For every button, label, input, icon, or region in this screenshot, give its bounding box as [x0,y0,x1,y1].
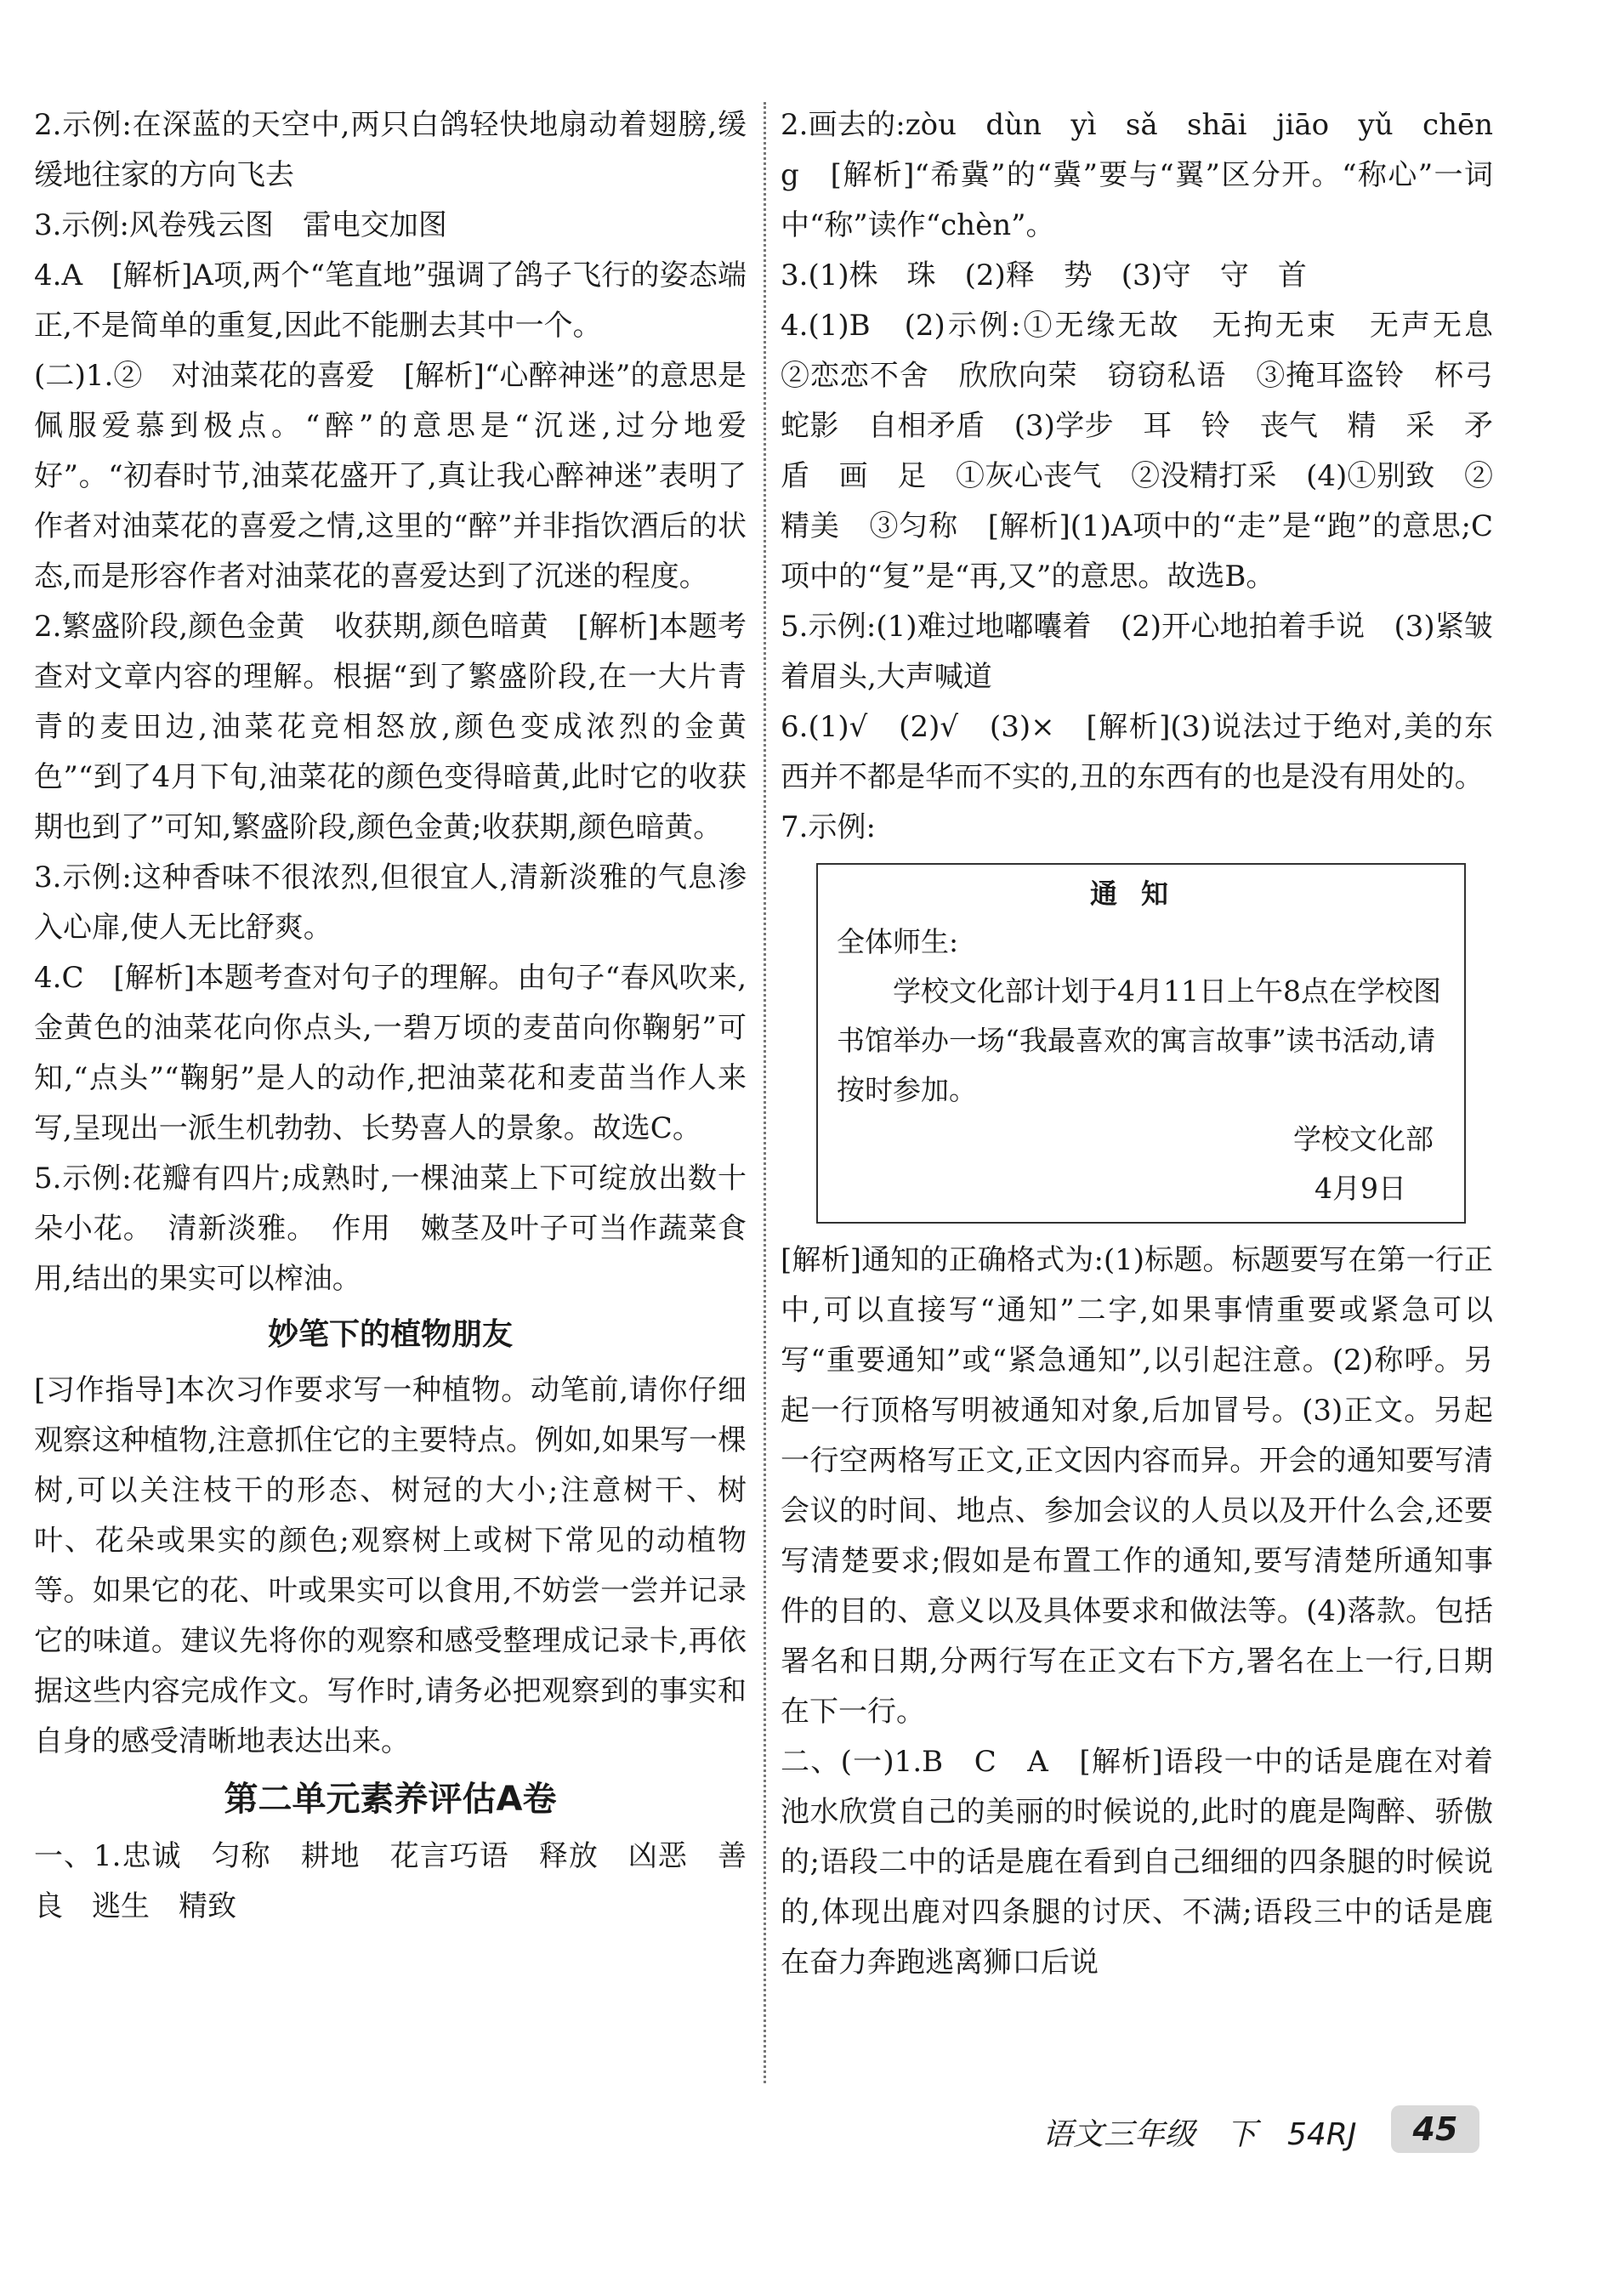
answer-2-pinyin: 2.画去的:zòu dùn yì sǎ shāi jiāo yǔ chēng [解析]“希冀”的“冀”要与“翼”区分开。“称心”一词中“称”读作“chèn”。 [781,108,1493,242]
page-footer [1042,2105,1519,2156]
notice-body: 学校文化部计划于4月11日上午8点在学校图书馆举办一场“我最喜欢的寓言故事”读书活动,请按时参加。 [837,974,1441,1106]
answer-3-homophones: 3.(1)株 珠 (2)释 势 (3)守 守 首 [781,258,1307,293]
answer-4-option-a: 4.A [解析]A项,两个“笔直地”强调了鸽子飞行的姿态端正,不是简单的重复,因此不能删去其中一个。 [34,258,747,343]
unit-assessment-title: 第二单元素养评估A卷 [224,1780,557,1819]
column-divider [764,102,766,2083]
unit-question-1: 一、1.忠诚 匀称 耕地 花言巧语 释放 凶恶 善良 逃生 精致 [34,1839,747,1923]
answer-part2-2: 2.繁盛阶段,颜色金黄 收获期,颜色暗黄 [解析]本题考查对文章内容的理解。根据“到了繁盛阶段,在一大片青青的麦田边,油菜花竞相怒放,颜色变成浓烈的金黄色”“到了4月下旬,油菜花的颜色变得暗黄,此时它的收获期也到了”可知,繁盛阶段,颜色金黄;收获期,颜色暗黄。 [34,610,747,844]
answer-part2-1: (二)1.② 对油菜花的喜爱 [解析]“心醉神迷”的意思是佩服爱慕到极点。“醉”的意思是“沉迷,过分地爱好”。“初春时节,油菜花盛开了,真让我心醉神迷”表明了作者对油菜花的喜爱之情,这里的“醉”并非指饮酒后的状态,而是形容作者对油菜花的喜爱达到了沉迷的程度。 [34,359,747,594]
notice-box [816,863,1466,1224]
answer-3-idioms: 3.示例:风卷残云图 雷电交加图 [34,208,447,242]
answer-5-dialogue: 5.示例:(1)难过地嘟囔着 (2)开心地拍着手说 (3)紧皱着眉头,大声喊道 [781,610,1493,694]
notice-salutation: 全体师生: [837,925,959,958]
notice-title: 通知 [1089,878,1192,910]
notice-date: 4月9日 [1315,1172,1406,1205]
page-number: 45 [1391,2105,1479,2153]
footer-label: 语文三年级 下 54RJ [1042,2117,1357,2152]
answer-part2-deer: 二、(一)1.B C A [解析]语段一中的话是鹿在对着池水欣赏自己的美丽的时候说的,此时的鹿是陶醉、骄傲的;语段二中的话是鹿在看到自己细细的四条腿的时候说的,体现出鹿对四条腿的讨厌、不满;语段三中的话是鹿在奋力奔跑逃离狮口后说 [781,1745,1493,1979]
notice-signature: 学校文化部 [1293,1122,1434,1156]
essay-guide: [习作指导]本次习作要求写一种植物。动笔前,请你仔细观察这种植物,注意抓住它的主要特点。例如,如果写一棵树,可以关注枝干的形态、树冠的大小;注意树干、树叶、花朵或果实的颜色;观察树上或树下常见的动植物等。如果它的花、叶或果实可以食用,不妨尝一尝并记录它的味道。建议先将你的观察和感受整理成记录卡,再依据这些内容完成作文。写作时,请务必把观察到的事实和自身的感受清晰地表达出来。 [34,1373,747,1758]
answer-2-doves: 2.示例:在深蓝的天空中,两只白鸽轻快地扇动着翅膀,缓缓地往家的方向飞去 [34,108,747,192]
answer-part2-5: 5.示例:花瓣有四片;成熟时,一棵油菜上下可绽放出数十朵小花。 清新淡雅。 作用 嫩茎及叶子可当作蔬菜食用,结出的果实可以榨油。 [34,1162,747,1296]
answer-6-judgement: 6.(1)√ (2)√ (3)× [解析](3)说法过于绝对,美的东西并不都是华而不实的,丑的东西有的也是没有用处的。 [781,710,1493,794]
answer-7-label: 7.示例: [781,810,876,844]
left-column [34,100,747,1932]
right-column [781,100,1522,1988]
answer-part2-3: 3.示例:这种香味不很浓烈,但很宜人,清新淡雅的气息渗入心扉,使人无比舒爽。 [34,861,747,945]
answer-4-idioms: 4.(1)B (2)示例:①无缘无故 无拘无束 无声无息 ②恋恋不舍 欣欣向荣 窃窃私语 ③掩耳盗铃 杯弓蛇影 自相矛盾 (3)学步 耳 铃 丧气 精 采 矛盾 画 足 ①灰心丧气 ②没精打采 (4)①别致 ②精美 ③匀称 [解析](1)A项中的“走”是“跑”的意思;C项中的“复”是“再,又”的意思。故选B。 [781,309,1522,594]
answer-part2-4: 4.C [解析]本题考查对句子的理解。由句子“春风吹来,金黄色的油菜花向你点头,一碧万顷的麦苗向你鞠躬”可知,“点头”“鞠躬”是人的动作,把油菜花和麦苗当作人来写,呈现出一派生机勃勃、长势喜人的景象。故选C。 [34,961,747,1145]
essay-section-title: 妙笔下的植物朋友 [267,1317,513,1352]
notice-analysis: [解析]通知的正确格式为:(1)标题。标题要写在第一行正中,可以直接写“通知”二字,如果事情重要或紧急可以写“重要通知”或“紧急通知”,以引起注意。(2)称呼。另起一行顶格写明被通知对象,后加冒号。(3)正文。另起一行空两格写正文,正文因内容而异。开会的通知要写清会议的时间、地点、参加会议的人员以及开什么会,还要写清楚要求;假如是布置工作的通知,要写清楚所通知事件的目的、意义以及具体要求和做法等。(4)落款。包括署名和日期,分两行写在正文右下方,署名在上一行,日期在下一行。 [781,1243,1493,1729]
